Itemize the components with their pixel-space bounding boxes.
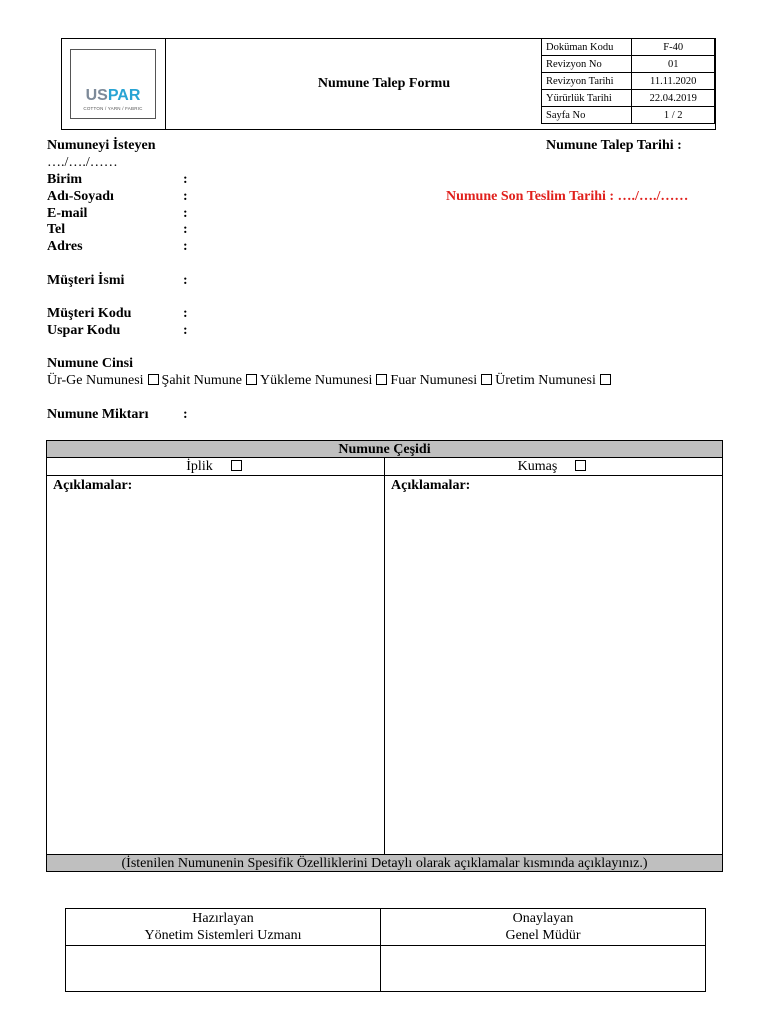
field-label-email: E-mail (47, 206, 88, 221)
meta-key: Revizyon No (542, 56, 632, 73)
yarn-header (47, 458, 384, 476)
meta-key: Doküman Kodu (542, 39, 632, 56)
sample-type-footer-note: (İstenilen Numunenin Spesifik Özelliklerini Detaylı olarak açıklamalar kısmında açıklayınız.) (47, 854, 722, 871)
signature-header-row (66, 909, 706, 946)
field-colon: : (183, 306, 188, 321)
sample-kind-options (47, 372, 614, 389)
customer-name-label: Müşteri İsmi (47, 273, 125, 288)
logo-wordmark: USPAR (85, 87, 141, 104)
option-label-uretim: Üretim Numunesi (495, 373, 596, 388)
fabric-label: Kumaş (517, 459, 558, 474)
prepared-role: Yönetim Sistemleri Uzmanı (144, 928, 302, 943)
form-title: Numune Talep Formu (317, 76, 451, 91)
signature-row (66, 946, 706, 992)
checkbox-yukleme[interactable] (376, 374, 387, 385)
checkbox-sahit[interactable] (246, 374, 257, 385)
field-colon: : (183, 273, 188, 288)
fabric-header (385, 458, 722, 476)
meta-value: F-40 (632, 39, 715, 56)
sample-type-title: Numune Çeşidi (47, 441, 722, 458)
approved-by-cell (381, 909, 706, 946)
uspar-code-label: Uspar Kodu (47, 323, 121, 338)
meta-key: Yürürlük Tarihi (542, 90, 632, 107)
field-colon: : (183, 222, 188, 237)
option-label-fuar: Fuar Numunesi (390, 373, 478, 388)
fabric-notes-area[interactable] (391, 496, 716, 846)
meta-value: 22.04.2019 (632, 90, 715, 107)
sample-type-table (46, 440, 723, 872)
logo-cell (62, 39, 166, 129)
company-logo (70, 49, 156, 119)
meta-key: Sayfa No (542, 107, 632, 124)
option-label-yukleme: Yükleme Numunesi (260, 373, 373, 388)
yarn-label: İplik (186, 459, 213, 474)
checkbox-urge[interactable] (148, 374, 159, 385)
checkbox-yarn[interactable] (231, 460, 242, 471)
document-meta-table (541, 38, 715, 124)
meta-row (542, 56, 715, 73)
meta-value: 1 / 2 (632, 107, 715, 124)
prepared-title: Hazırlayan (192, 911, 254, 926)
option-label-sahit: Şahit Numune (161, 373, 243, 388)
field-label-name: Adı-Soyadı (47, 189, 114, 204)
meta-row (542, 39, 715, 56)
meta-row (542, 73, 715, 90)
field-label-tel: Tel (47, 222, 66, 237)
meta-row (542, 90, 715, 107)
meta-row (542, 107, 715, 124)
customer-code-label: Müşteri Kodu (47, 306, 132, 321)
request-date-placeholder[interactable]: …./…./…… (47, 155, 118, 170)
requester-label: Numuneyi İsteyen (47, 138, 156, 153)
yarn-notes-label: Açıklamalar: (53, 478, 133, 493)
prepared-signature-box[interactable] (66, 946, 381, 992)
column-divider (384, 458, 385, 854)
meta-value: 11.11.2020 (632, 73, 715, 90)
field-label-address: Adres (47, 239, 83, 254)
field-colon: : (183, 239, 188, 254)
field-colon: : (183, 206, 188, 221)
signature-table (65, 908, 706, 992)
quantity-label: Numune Miktarı (47, 407, 149, 422)
meta-key: Revizyon Tarihi (542, 73, 632, 90)
field-colon: : (183, 189, 188, 204)
approved-signature-box[interactable] (381, 946, 706, 992)
approved-title: Onaylayan (512, 911, 574, 926)
prepared-by-cell (66, 909, 381, 946)
sample-kind-label: Numune Cinsi (47, 356, 133, 371)
field-colon: : (183, 172, 188, 187)
deadline-date-label[interactable]: Numune Son Teslim Tarihi : …./…./…… (446, 189, 689, 204)
field-label-birim: Birim (47, 172, 82, 187)
fabric-notes-label: Açıklamalar: (391, 478, 471, 493)
logo-tagline: COTTON / YARN / FABRIC (83, 106, 143, 111)
approved-role: Genel Müdür (505, 928, 581, 943)
option-label-urge: Ür-Ge Numunesi (47, 373, 144, 388)
meta-value: 01 (632, 56, 715, 73)
document-header (61, 38, 716, 130)
checkbox-fabric[interactable] (575, 460, 586, 471)
checkbox-fuar[interactable] (481, 374, 492, 385)
field-colon: : (183, 407, 188, 422)
yarn-notes-area[interactable] (53, 496, 378, 846)
field-colon: : (183, 323, 188, 338)
checkbox-uretim[interactable] (600, 374, 611, 385)
request-date-label[interactable]: Numune Talep Tarihi : (546, 138, 682, 153)
